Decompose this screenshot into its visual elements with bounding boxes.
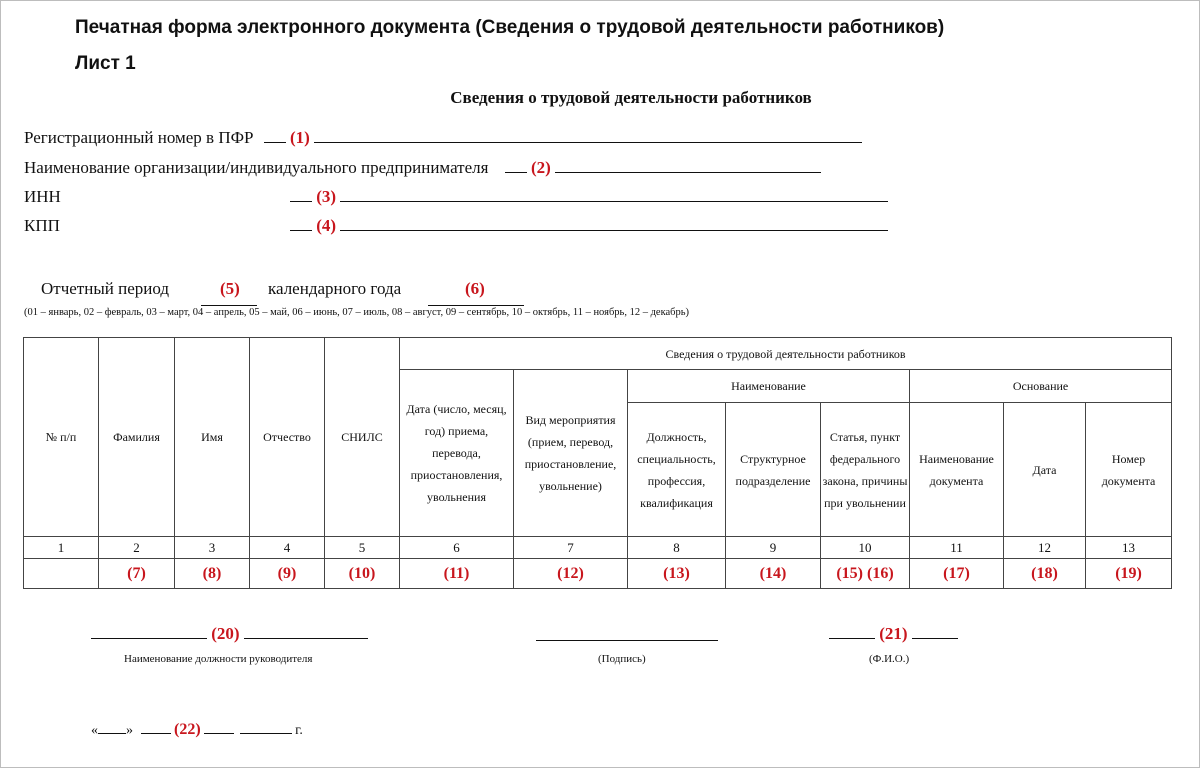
year-suffix: г. (295, 723, 303, 738)
field-inn-line (290, 187, 888, 207)
field-underline (505, 158, 527, 173)
header-group-name: Наименование (628, 370, 910, 403)
column-number: 8 (628, 537, 726, 559)
marker-cell: (13) (628, 559, 726, 589)
signature-caption: (Подпись) (598, 653, 646, 665)
marker-cell: (12) (514, 559, 628, 589)
period-marker: (5) (220, 279, 240, 298)
fio-caption: (Ф.И.О.) (869, 653, 910, 665)
year-label: календарного года (268, 279, 402, 298)
column-number: 11 (910, 537, 1004, 559)
header-date: Дата (число, месяц, год) приема, перевода, приостановления, увольнения (400, 370, 514, 537)
field-kpp-line (290, 216, 888, 236)
column-number: 10 (821, 537, 910, 559)
column-number: 1 (24, 537, 99, 559)
marker-cell (24, 559, 99, 589)
date-line (91, 721, 303, 739)
marker-cell: (9) (250, 559, 325, 589)
header-snils: СНИЛС (325, 338, 400, 537)
field-marker: (4) (316, 216, 337, 235)
field-underline (340, 187, 888, 202)
marker-cell: (14) (726, 559, 821, 589)
employment-table (23, 337, 1172, 589)
header-surname: Фамилия (99, 338, 175, 537)
date-close-quote: » (126, 723, 133, 738)
period-label: Отчетный период (41, 279, 169, 298)
day-underline (98, 722, 126, 734)
field-marker: (2) (530, 158, 551, 177)
column-number: 12 (1004, 537, 1086, 559)
sheet-label: Лист 1 (75, 53, 136, 74)
column-number: 13 (1086, 537, 1172, 559)
header-group-employment: Сведения о трудовой деятельности работников (400, 338, 1172, 370)
fio-signature-line (829, 624, 958, 644)
field-label: ИНН (24, 187, 61, 206)
year-underline (240, 722, 292, 734)
column-number: 4 (250, 537, 325, 559)
period-underline (201, 305, 257, 306)
marker-cell: (11) (400, 559, 514, 589)
print-form-title: Печатная форма электронного документа (Сведения о трудовой деятельности работников) (75, 17, 945, 38)
field-organization (24, 158, 821, 178)
year-marker: (6) (465, 279, 485, 298)
month-underline (204, 722, 234, 734)
column-number: 5 (325, 537, 400, 559)
field-underline (264, 128, 286, 143)
marker-cell: (10) (325, 559, 400, 589)
marker-cell: (17) (910, 559, 1004, 589)
month-underline (141, 722, 171, 734)
header-event-type: Вид мероприятия (прием, перевод, приостановление, увольнение) (514, 370, 628, 537)
position-caption: Наименование должности руководителя (124, 653, 313, 665)
header-patronymic: Отчество (250, 338, 325, 537)
period-note: (01 – январь, 02 – февраль, 03 – март, 04 – апрель, 05 – май, 06 – июнь, 07 – июль, 08 – август, 09 – сентябрь, 10 – октябрь, 11 – ноябрь, 12 – декабрь) (24, 307, 690, 318)
header-doc-number: Номер документа (1086, 403, 1172, 537)
field-label: Регистрационный номер в ПФР (24, 128, 254, 147)
line-segment (829, 624, 875, 639)
field-label: Наименование организации/индивидуального предпринимателя (24, 158, 489, 177)
header-group-basis: Основание (910, 370, 1172, 403)
field-underline (290, 216, 312, 231)
date-open-quote: « (91, 723, 98, 738)
line-segment (912, 624, 958, 639)
column-number: 9 (726, 537, 821, 559)
position-marker: (20) (211, 624, 240, 643)
header-name: Имя (175, 338, 250, 537)
field-label: КПП (24, 216, 60, 235)
year-underline (428, 305, 524, 306)
line-segment (244, 624, 368, 639)
field-inn (24, 187, 61, 207)
field-underline (555, 158, 821, 173)
marker-cell: (7) (99, 559, 175, 589)
header-division: Структурное подразделение (726, 403, 821, 537)
column-number: 7 (514, 537, 628, 559)
header-np: № п/п (24, 338, 99, 537)
line-segment (91, 624, 207, 639)
marker-cell: (19) (1086, 559, 1172, 589)
marker-cell: (15) (16) (821, 559, 910, 589)
marker-cell: (8) (175, 559, 250, 589)
column-number: 2 (99, 537, 175, 559)
fio-marker: (21) (879, 624, 908, 643)
column-number: 3 (175, 537, 250, 559)
field-pfr-number (24, 128, 862, 148)
field-kpp (24, 216, 60, 236)
date-marker: (22) (174, 721, 201, 738)
field-underline (314, 128, 862, 143)
header-doc-date: Дата (1004, 403, 1086, 537)
field-marker: (3) (316, 187, 337, 206)
column-number: 6 (400, 537, 514, 559)
header-article: Статья, пункт федерального закона, причины при увольнении (821, 403, 910, 537)
field-marker: (1) (290, 128, 310, 147)
form-title: Сведения о трудовой деятельности работников (450, 88, 812, 107)
field-underline (340, 216, 888, 231)
position-signature-line (91, 624, 368, 644)
marker-cell: (18) (1004, 559, 1086, 589)
signature-line (536, 640, 718, 641)
header-position: Должность, специальность, профессия, квалификация (628, 403, 726, 537)
field-underline (290, 187, 312, 202)
header-doc-name: Наименование документа (910, 403, 1004, 537)
